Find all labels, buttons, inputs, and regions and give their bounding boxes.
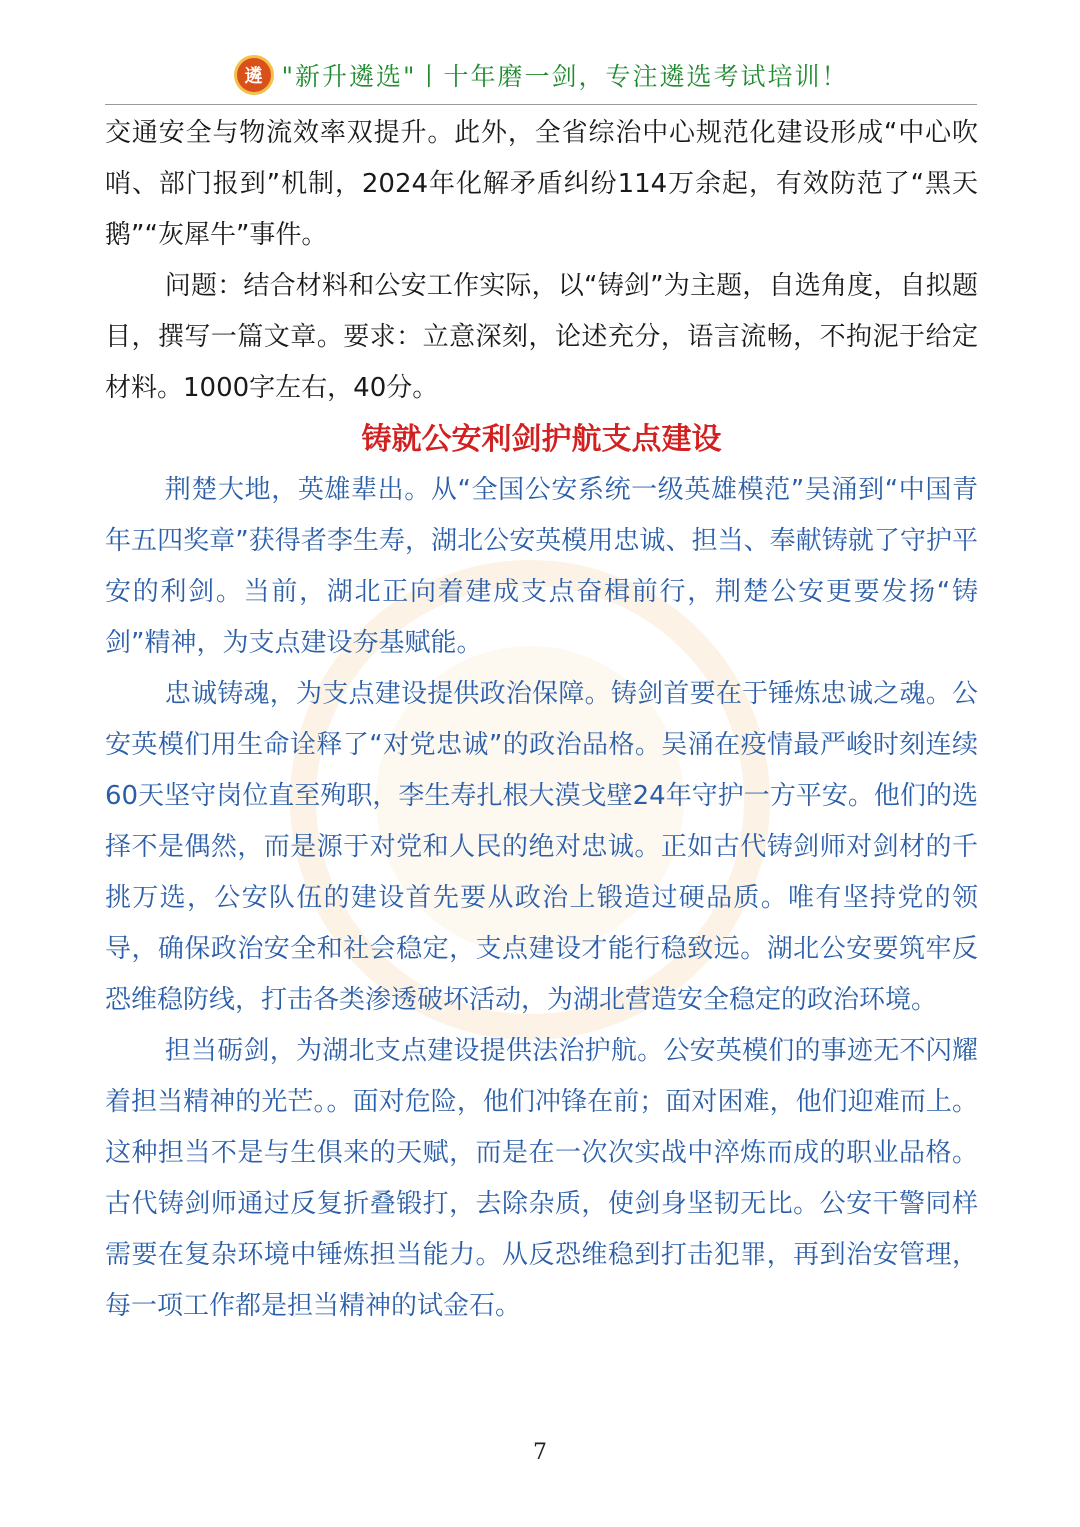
essay-paragraph-1: 荆楚大地，英雄辈出。从“全国公安系统一级英雄模范”吴涌到“中国青年五四奖章”获得者李生寿，湖北公安英模用忠诚、担当、奉献铸就了守护平安的利剑。当前，湖北正向着建成支点奋楫前行，荆楚公安更要发扬“铸剑”精神，为支点建设夯基赋能。	[105, 475, 978, 658]
page-content	[105, 108, 978, 1332]
logo-glyph: 遴	[244, 66, 263, 87]
question-paragraph: 问题：结合材料和公安工作实际，以“铸剑”为主题，自选角度，自拟题目，撰写一篇文章。要求：立意深刻，论述充分，语言流畅，不拘泥于给定材料。1000字左右，40分。	[105, 271, 978, 403]
material-paragraph: 交通安全与物流效率双提升。此外，全省综治中心规范化建设形成“中心吹哨、部门报到”机制，2024年化解矛盾纠纷114万余起，有效防范了“黑天鹅”“灰犀牛”事件。	[105, 118, 978, 250]
brand-logo-icon	[234, 55, 274, 95]
essay-title: 铸就公安利剑护航支点建设	[361, 422, 722, 457]
essay-paragraph-3: 担当砺剑，为湖北支点建设提供法治护航。公安英模们的事迹无不闪耀着担当精神的光芒。。面对危险，他们冲锋在前；面对困难，他们迎难而上。这种担当不是与生俱来的天赋，而是在一次次实战中淬炼而成的职业品格。古代铸剑师通过反复折叠锻打，去除杂质，使剑身坚韧无比。公安干警同样需要在复杂环境中锤炼担当能力。从反恐维稳到打击犯罪，再到治安管理，每一项工作都是担当精神的试金石。	[105, 1036, 978, 1321]
page-number: 7	[533, 1440, 547, 1465]
header-slogan: "新升遴选"丨十年磨一剑，专注遴选考试培训！	[281, 62, 849, 91]
essay-paragraph-2: 忠诚铸魂，为支点建设提供政治保障。铸剑首要在于锤炼忠诚之魂。公安英模们用生命诠释了“对党忠诚”的政治品格。吴涌在疫情最严峻时刻连续60天坚守岗位直至殉职，李生寿扎根大漠戈壁24年守护一方平安。他们的选择不是偶然，而是源于对党和人民的绝对忠诚。正如古代铸剑师对剑材的千挑万选，公安队伍的建设首先要从政治上锻造过硬品质。唯有坚持党的领导，确保政治安全和社会稳定，支点建设才能行稳致远。湖北公安要筑牢反恐维稳防线，打击各类渗透破坏活动，为湖北营造安全稳定的政治环境。	[105, 679, 978, 1015]
page-header	[105, 52, 977, 105]
